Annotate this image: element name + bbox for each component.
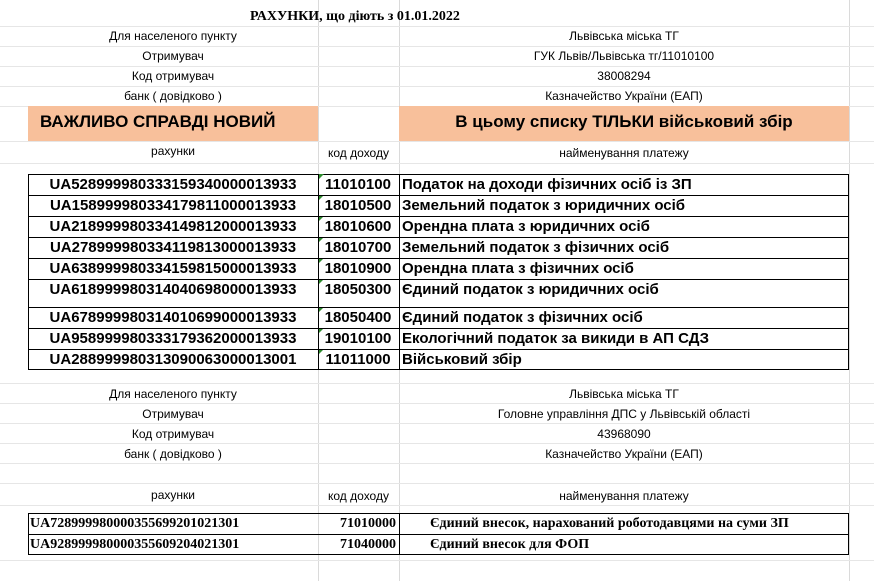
grid-line bbox=[0, 86, 874, 87]
table-row-divider bbox=[28, 216, 849, 217]
table-row bbox=[28, 307, 848, 328]
account-number: UA218999980334149812000013933 bbox=[49, 218, 297, 235]
label-recipient: Отримувач bbox=[142, 49, 204, 63]
account-number: UA288999980313090063000013001 bbox=[49, 351, 297, 368]
banner-right bbox=[399, 106, 849, 141]
grid-line bbox=[0, 560, 874, 561]
grid-line bbox=[0, 505, 874, 506]
table-row bbox=[28, 258, 848, 279]
value-recipient-code: 38008294 bbox=[597, 69, 651, 83]
table-row bbox=[28, 195, 848, 216]
column-header-accounts: рахунки bbox=[151, 144, 195, 158]
value-bank-2: Казначейство України (ЕАП) bbox=[545, 447, 703, 461]
grid-line bbox=[0, 26, 874, 27]
banner-right-text: В цьому списку ТІЛЬКИ військовий збір bbox=[455, 112, 793, 131]
column-header-name-2: найменування платежу bbox=[559, 489, 689, 503]
label-recipient-code: Код отримувач bbox=[131, 69, 215, 83]
income-code: 18050400 bbox=[324, 309, 392, 326]
income-code: 18050300 bbox=[324, 281, 392, 298]
table-row bbox=[28, 328, 848, 349]
value-recipient: ГУК Львів/Львівська тг/11010100 bbox=[533, 49, 715, 63]
table-row-divider bbox=[28, 349, 849, 350]
page-title: РАХУНКИ, що діють з 01.01.2022 bbox=[250, 9, 460, 24]
value-settlement-2: Львівська міська ТГ bbox=[569, 387, 679, 401]
payment-name: Єдиний внесок для ФОП bbox=[430, 537, 590, 552]
table-row bbox=[28, 237, 848, 258]
grid-line bbox=[0, 66, 874, 67]
label-recipient-2: Отримувач bbox=[142, 407, 204, 421]
account-number: UA528999980333159340000013933 bbox=[49, 176, 297, 193]
grid-line bbox=[0, 46, 874, 47]
income-code: 11010100 bbox=[325, 176, 391, 193]
grid-line bbox=[0, 483, 874, 484]
account-number: UA278999980334119813000013933 bbox=[49, 239, 297, 256]
banner-left bbox=[28, 106, 318, 141]
grid-line bbox=[0, 403, 874, 404]
account-number: UA638999980334159815000013933 bbox=[49, 260, 297, 277]
income-code: 18010900 bbox=[324, 260, 392, 277]
payment-name: Земельний податок з фізичних осіб bbox=[402, 239, 670, 256]
payment-name: Єдиний податок з юридичних осіб bbox=[402, 281, 659, 298]
payment-name: Земельний податок з юридичних осіб bbox=[402, 197, 686, 214]
account-number: UA928999980000355609204021301 bbox=[30, 537, 240, 552]
payment-name: Єдиний внесок, нарахований роботодавцями на суми ЗП bbox=[430, 516, 789, 531]
account-number: UA678999980314010699000013933 bbox=[49, 309, 297, 326]
table-row bbox=[28, 174, 848, 195]
table-row-divider bbox=[28, 237, 849, 238]
income-code: 71040000 bbox=[340, 537, 396, 552]
payment-name: Орендна плата з фізичних осіб bbox=[402, 260, 634, 277]
table-row bbox=[28, 513, 848, 534]
table-row-divider bbox=[28, 195, 849, 196]
payment-name: Військовий збір bbox=[402, 351, 522, 368]
payment-name: Орендна плата з юридичних осіб bbox=[402, 218, 650, 235]
column-header-name: найменування платежу bbox=[559, 146, 689, 160]
value-recipient-code-2: 43968090 bbox=[597, 427, 651, 441]
payment-name: Податок на доходи фізичних осіб із ЗП bbox=[402, 176, 692, 193]
income-code: 19010100 bbox=[324, 330, 392, 347]
income-code: 18010700 bbox=[324, 239, 392, 256]
table-row-divider bbox=[28, 279, 849, 280]
income-code: 18010500 bbox=[324, 197, 392, 214]
grid-line bbox=[0, 163, 874, 164]
cell-note-marker bbox=[319, 174, 324, 179]
banner-left-text: ВАЖЛИВО СПРАВДІ НОВИЙ bbox=[40, 112, 276, 131]
account-number: UA618999980314040698000013933 bbox=[49, 281, 297, 298]
value-bank: Казначейство України (ЕАП) bbox=[545, 89, 703, 103]
label-recipient-code-2: Код отримувач bbox=[131, 427, 215, 441]
label-settlement: Для населеного пункту bbox=[109, 29, 237, 43]
account-number: UA728999980000355699201021301 bbox=[30, 516, 240, 531]
income-code: 11011000 bbox=[325, 351, 391, 368]
grid-line bbox=[0, 383, 874, 384]
label-bank: банк ( довідково ) bbox=[124, 89, 222, 103]
grid-line bbox=[0, 463, 874, 464]
account-number: UA958999980333179362000013933 bbox=[49, 330, 297, 347]
label-settlement-2: Для населеного пункту bbox=[109, 387, 237, 401]
table-row bbox=[28, 279, 848, 307]
label-bank-2: банк ( довідково ) bbox=[124, 447, 222, 461]
column-header-accounts-2: рахунки bbox=[151, 488, 195, 502]
grid-line bbox=[0, 423, 874, 424]
column-header-code-2: код доходу bbox=[328, 489, 389, 503]
table-row-divider bbox=[28, 307, 849, 308]
income-code: 71010000 bbox=[340, 516, 396, 531]
table-row-divider bbox=[28, 328, 849, 329]
payment-name: Екологічний податок за викиди в АП СДЗ bbox=[402, 330, 709, 347]
table-row bbox=[28, 534, 848, 555]
table-row bbox=[28, 216, 848, 237]
value-recipient-2: Головне управління ДПС у Львівській області bbox=[497, 407, 751, 421]
grid-line bbox=[0, 443, 874, 444]
account-number: UA158999980334179811000013933 bbox=[49, 197, 297, 214]
table-row-divider bbox=[28, 258, 849, 259]
column-header-code: код доходу bbox=[328, 146, 389, 160]
table-row-divider bbox=[28, 534, 849, 535]
payment-name: Єдиний податок з фізичних осіб bbox=[402, 309, 643, 326]
table-row bbox=[28, 349, 848, 370]
value-settlement: Львівська міська ТГ bbox=[569, 29, 679, 43]
grid-line bbox=[0, 141, 874, 142]
income-code: 18010600 bbox=[324, 218, 392, 235]
